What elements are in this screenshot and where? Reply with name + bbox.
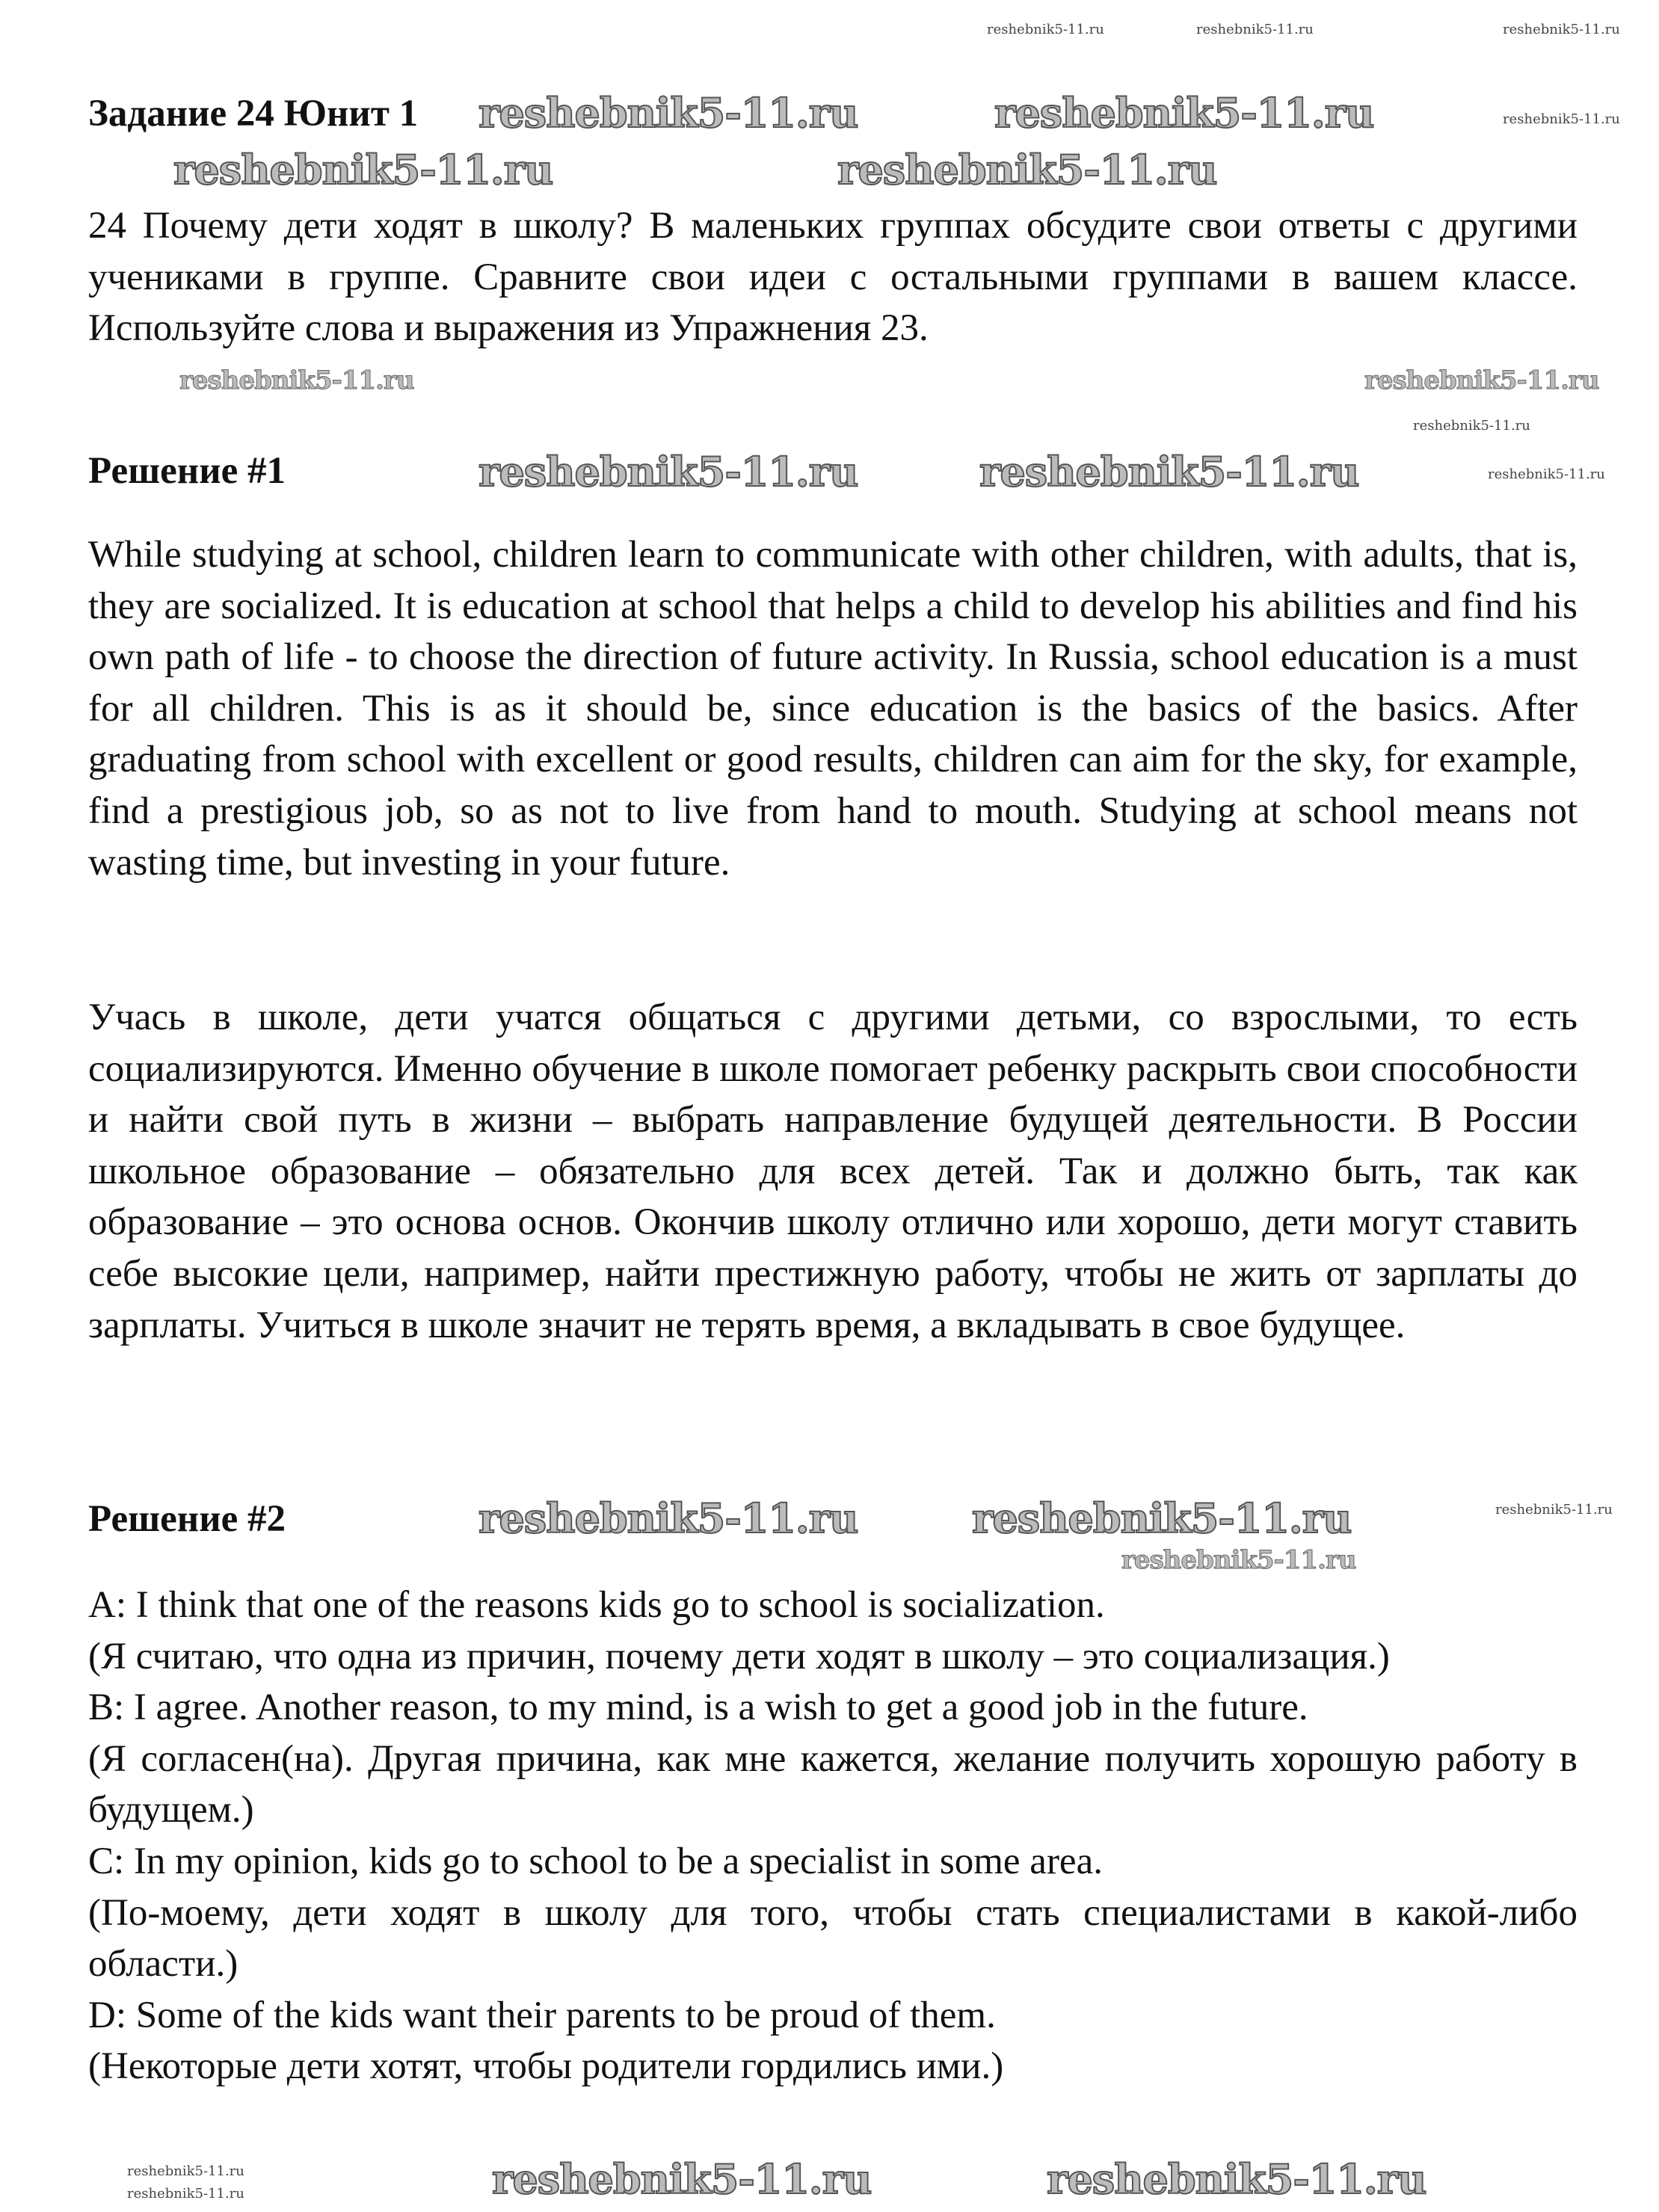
watermark: reshebnik5-11.ru xyxy=(179,366,414,395)
watermark: reshebnik5-11.ru xyxy=(492,2155,872,2203)
task-text: 24 Почему дети ходят в школу? В маленьких группах обсудите свои ответы с другими учениками в группе. Сравните свои идеи с остальными группами в вашем классе. Используйте слова и выражения из Упражнения 23. xyxy=(88,205,1578,350)
watermark: reshebnik5-11.ru xyxy=(1495,1502,1613,1518)
dialogue-line: (По-моему, дети ходят в школу для того, чтобы стать специалистами в какой-либо области.) xyxy=(88,1891,1578,1985)
watermark: reshebnik5-11.ru xyxy=(972,1494,1352,1542)
watermark: reshebnik5-11.ru xyxy=(1047,2155,1426,2203)
watermark: reshebnik5-11.ru xyxy=(127,2186,244,2202)
solution-2-heading: Решение #2 xyxy=(88,1498,286,1540)
dialogue-line: C: In my opinion, kids go to school to be a specialist in some area. xyxy=(88,1840,1103,1882)
watermark: reshebnik5-11.ru xyxy=(478,89,858,137)
watermark: reshebnik5-11.ru xyxy=(979,448,1359,496)
watermark: reshebnik5-11.ru xyxy=(1488,466,1605,482)
watermark: reshebnik5-11.ru xyxy=(837,146,1217,194)
watermark: reshebnik5-11.ru xyxy=(1413,418,1530,434)
dialogue-line: A: I think that one of the reasons kids go to school is socialization. xyxy=(88,1584,1105,1626)
watermark: reshebnik5-11.ru xyxy=(478,1494,858,1542)
dialogue-line: B: I agree. Another reason, to my mind, is a wish to get a good job in the future. xyxy=(88,1686,1308,1729)
solution-1-russian: Учась в школе, дети учатся общаться с другими детьми, со взрослыми, то есть социализируются. Именно обучение в школе помогает ребенку раскрыть свои способности и найти свой путь в жизни – выбрать направление будущей деятельности. В России школьное образование – обязательно для всех детей. Так и должно быть, так как образование – это основа основ. Окончив школу отлично или хорошо, дети могут ставить себе высокие цели, например, найти престижную работу, чтобы не жить от зарплаты до зарплаты. Учиться в школе значит не терять время, а вкладывать в свое будущее. xyxy=(88,996,1578,1346)
solution-1-english: While studying at school, children learn to communicate with other children, with adults, that is, they are socialized. It is education at school that helps a child to develop his abilities and find his own path of life - to choose the direction of future activity. In Russia, school education is a must for all children. This is as it should be, since education is the basics of the basics. After graduating from school with excellent or good results, children can aim for the sky, for example, find a prestigious job, so as not to live from hand to mouth. Studying at school means not wasting time, but investing in your future. xyxy=(88,534,1578,884)
watermark: reshebnik5-11.ru xyxy=(1121,1545,1356,1575)
dialogue-line: (Некоторые дети хотят, чтобы родители гордились ими.) xyxy=(88,2045,1004,2088)
watermark: reshebnik5-11.ru xyxy=(1364,366,1599,395)
watermark: reshebnik5-11.ru xyxy=(987,22,1104,37)
watermark: reshebnik5-11.ru xyxy=(127,2163,244,2179)
dialogue-line: (Я считаю, что одна из причин, почему дети ходят в школу – это социализация.) xyxy=(88,1635,1390,1678)
watermark: reshebnik5-11.ru xyxy=(1503,22,1620,37)
dialogue-line: D: Some of the kids want their parents to be proud of them. xyxy=(88,1994,996,2036)
page-title: Задание 24 Юнит 1 xyxy=(88,93,419,135)
dialogue xyxy=(88,1580,1578,2092)
watermark: reshebnik5-11.ru xyxy=(1196,22,1314,37)
watermark: reshebnik5-11.ru xyxy=(994,89,1374,137)
dialogue-line: (Я согласен(на). Другая причина, как мне кажется, желание получить хорошую работу в будущем.) xyxy=(88,1737,1578,1831)
watermark: reshebnik5-11.ru xyxy=(173,146,553,194)
watermark: reshebnik5-11.ru xyxy=(478,448,858,496)
solution-1-heading: Решение #1 xyxy=(88,450,286,492)
watermark: reshebnik5-11.ru xyxy=(1503,111,1620,127)
